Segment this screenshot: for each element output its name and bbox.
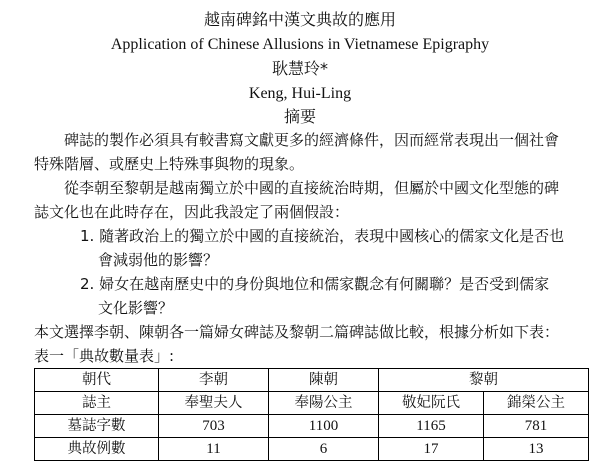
author-name-chinese: 耿慧玲* — [271, 59, 328, 78]
method-description: 本文選擇李朝、陳朝各一篇婦女碑誌及黎朝二篇碑誌做比較，根據分析如下表： — [34, 323, 560, 341]
hypothesis-2-line-1: 2. 婦女在越南歷史中的身份與地位和儒家觀念有何關聯？是否受到儒家 — [80, 275, 550, 293]
table-cell-value: 6 — [269, 438, 379, 461]
table-cell-value: 1165 — [379, 415, 484, 438]
table-header-row-subject — [35, 392, 589, 415]
table-cell-value: 13 — [484, 438, 589, 461]
table-cell-subject: 奉陽公主 — [269, 392, 379, 415]
table-row-word-count — [35, 415, 589, 438]
paper-title-english: Application of Chinese Allusions in Vietnamese Epigraphy — [110, 36, 490, 53]
abstract-paragraph-2-line-2: 誌文化也在此時存在，因此我設定了兩個假設： — [34, 203, 350, 221]
abstract-paragraph-2-line-1: 從李朝至黎朝是越南獨立於中國的直接統治時期，但屬於中國文化型態的碑 — [64, 179, 560, 197]
hypothesis-2-line-2: 文化影響？ — [98, 299, 174, 317]
abstract-heading: 摘要 — [283, 107, 316, 126]
table-row-label-word-count: 墓誌字數 — [35, 415, 159, 438]
table-caption: 表一「典故數量表」: — [34, 347, 175, 365]
table-cell-value: 781 — [484, 415, 589, 438]
allusion-count-table — [34, 368, 589, 461]
author-name-english: Keng, Hui-Ling — [248, 85, 352, 102]
table-row-label-allusion-count: 典故例數 — [35, 438, 159, 461]
table-cell-subject: 敬妃阮氏 — [379, 392, 484, 415]
table-cell-value: 11 — [159, 438, 269, 461]
paper-title-chinese: 越南碑銘中漢文典故的應用 — [203, 10, 396, 29]
table-header-row-dynasty — [35, 369, 589, 392]
table-header-dynasty-tran: 陳朝 — [269, 369, 379, 392]
table-row-label-dynasty: 朝代 — [35, 369, 159, 392]
table-cell-subject: 錦榮公主 — [484, 392, 589, 415]
abstract-paragraph-1-line-1: 碑誌的製作必須具有較書寫文獻更多的經濟條件，因而經常表現出一個社會 — [64, 131, 560, 149]
table-cell-subject: 奉聖夫人 — [159, 392, 269, 415]
table-cell-value: 1100 — [269, 415, 379, 438]
abstract-paragraph-1-line-2: 特殊階層、或歷史上特殊事與物的現象。 — [34, 155, 305, 173]
table-cell-value: 17 — [379, 438, 484, 461]
table-cell-value: 703 — [159, 415, 269, 438]
hypothesis-1-line-2: 會減弱他的影響？ — [98, 251, 219, 269]
table-header-dynasty-ly: 李朝 — [159, 369, 269, 392]
table-row-label-subject: 誌主 — [35, 392, 159, 415]
table-header-dynasty-le: 黎朝 — [379, 369, 589, 392]
hypothesis-1-line-1: 1. 隨著政治上的獨立於中國的直接統治，表現中國核心的儒家文化是否也 — [80, 227, 565, 245]
table-row-allusion-count — [35, 438, 589, 461]
